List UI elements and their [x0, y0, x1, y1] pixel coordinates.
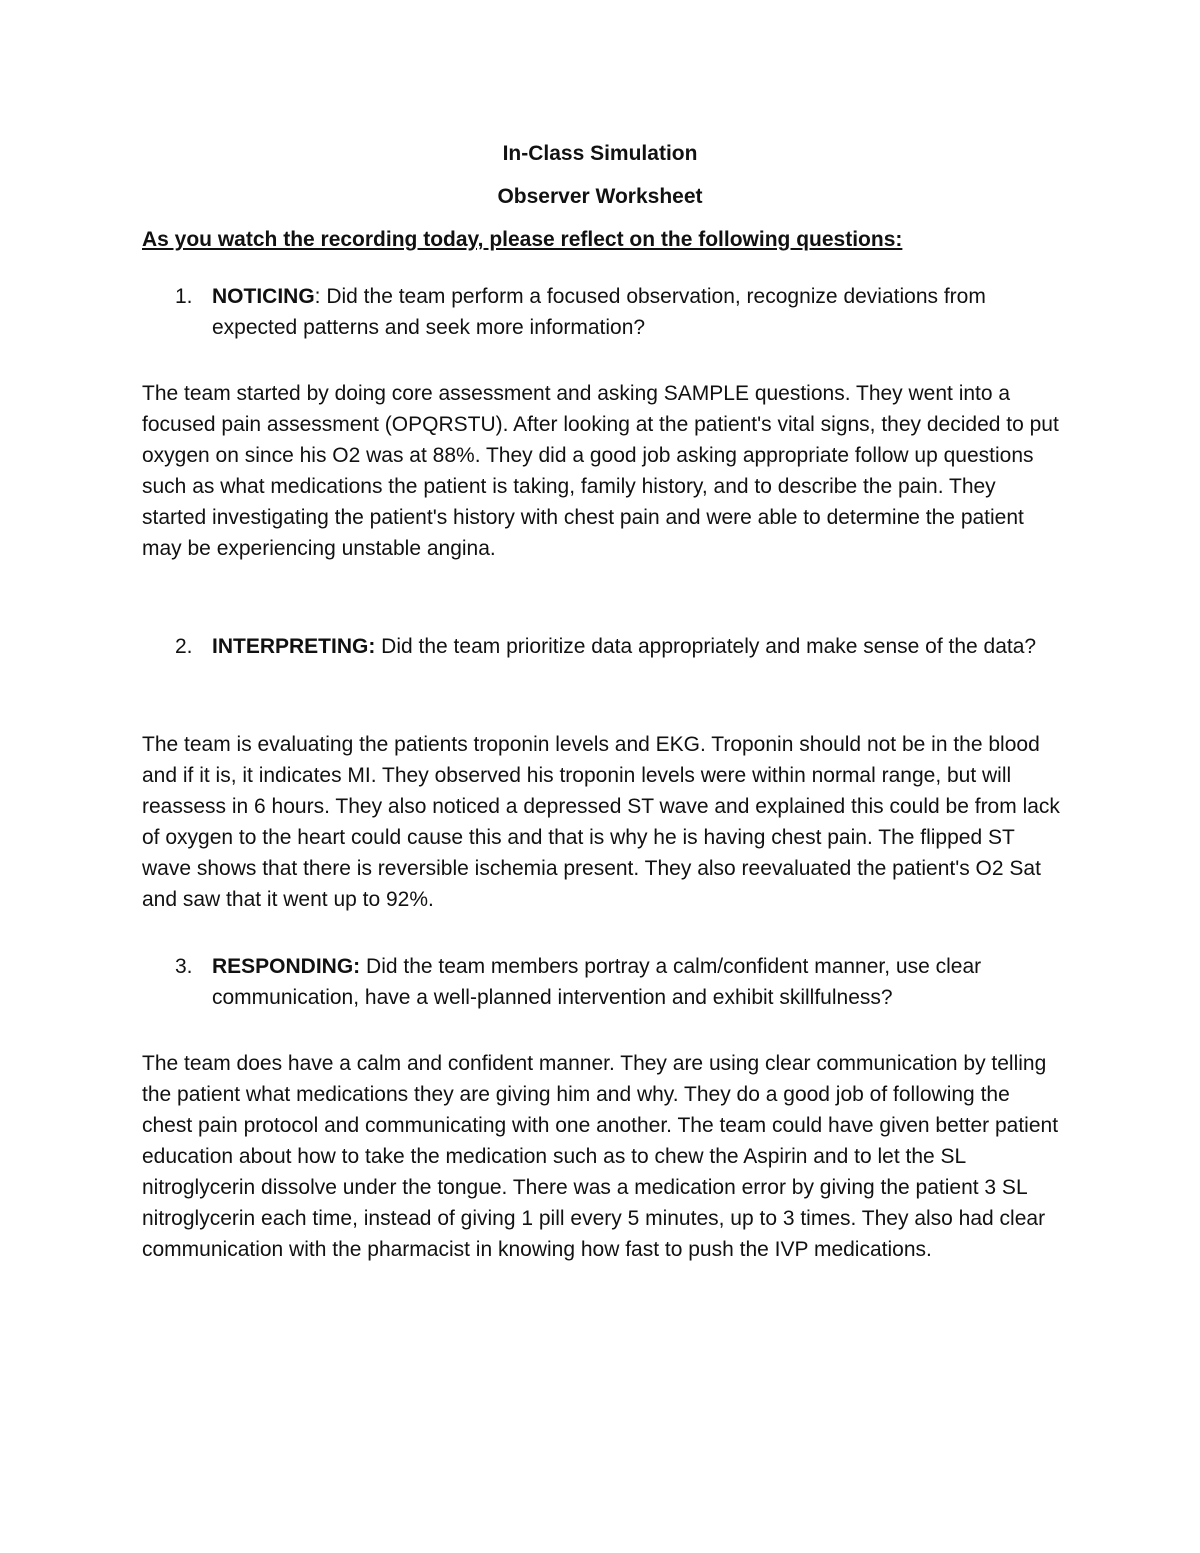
question-body: Did the team prioritize data appropriately and make sense of the data?	[375, 635, 1037, 658]
answer-responding: The team does have a calm and confident manner. They are using clear communication by telling the patient what medications they are giving him and why. They do a good job of following the chest pain protocol and communicating with one another. The team could have given better patient education about how to take the medication such as to chew the Aspirin and to let the SL nitroglycerin dissolve under the tongue. There was a medication error by giving the patient 3 SL nitroglycerin each time, instead of giving 1 pill every 5 minutes, up to 3 times. They also had clear communication with the pharmacist in knowing how fast to push the IVP medications.	[142, 1052, 1059, 1261]
instruction-heading: As you watch the recording today, please reflect on the following questions:	[142, 228, 903, 251]
question-keyword: RESPONDING:	[212, 955, 361, 978]
question-number: 1.	[175, 285, 193, 308]
answer-interpreting: The team is evaluating the patients troponin levels and EKG. Troponin should not be in the blood and if it is, it indicates MI. They observed his troponin levels were within normal range, but will reassess in 6 hours. They also noticed a depressed ST wave and explained this could be from lack of oxygen to the heart could cause this and that is why he is having chest pain. The flipped ST wave shows that there is reversible ischemia present. They also reevaluated the patient's O2 Sat and saw that it went up to 92%.	[142, 733, 1060, 911]
question-text	[212, 281, 1062, 343]
question-number: 3.	[175, 955, 193, 978]
answer-noticing: The team started by doing core assessment and asking SAMPLE questions. They went into a focused pain assessment (OPQRSTU). After looking at the patient's vital signs, they decided to put oxygen on since his O2 was at 88%. They did a good job asking appropriate follow up questions such as what medications the patient is taking, family history, and to describe the pain. They started investigating the patient's history with chest pain and were able to determine the patient may be experiencing unstable angina.	[142, 382, 1059, 560]
question-body: Did the team members portray a calm/confident manner, use clear communication, have a well-planned intervention and exhibit skillfulness?	[212, 955, 982, 1009]
document-subtitle: Observer Worksheet	[497, 185, 703, 208]
question-interpreting	[142, 631, 1072, 662]
question-responding	[142, 951, 1072, 1013]
question-body: : Did the team perform a focused observation, recognize deviations from expected patterns and seek more information?	[212, 285, 986, 339]
document-title: In-Class Simulation	[502, 142, 698, 165]
question-number: 2.	[175, 635, 193, 658]
question-keyword: NOTICING	[212, 285, 315, 308]
question-text	[212, 631, 1062, 662]
question-keyword: INTERPRETING:	[212, 635, 376, 658]
question-text	[212, 951, 1062, 1013]
question-noticing	[142, 281, 1072, 343]
